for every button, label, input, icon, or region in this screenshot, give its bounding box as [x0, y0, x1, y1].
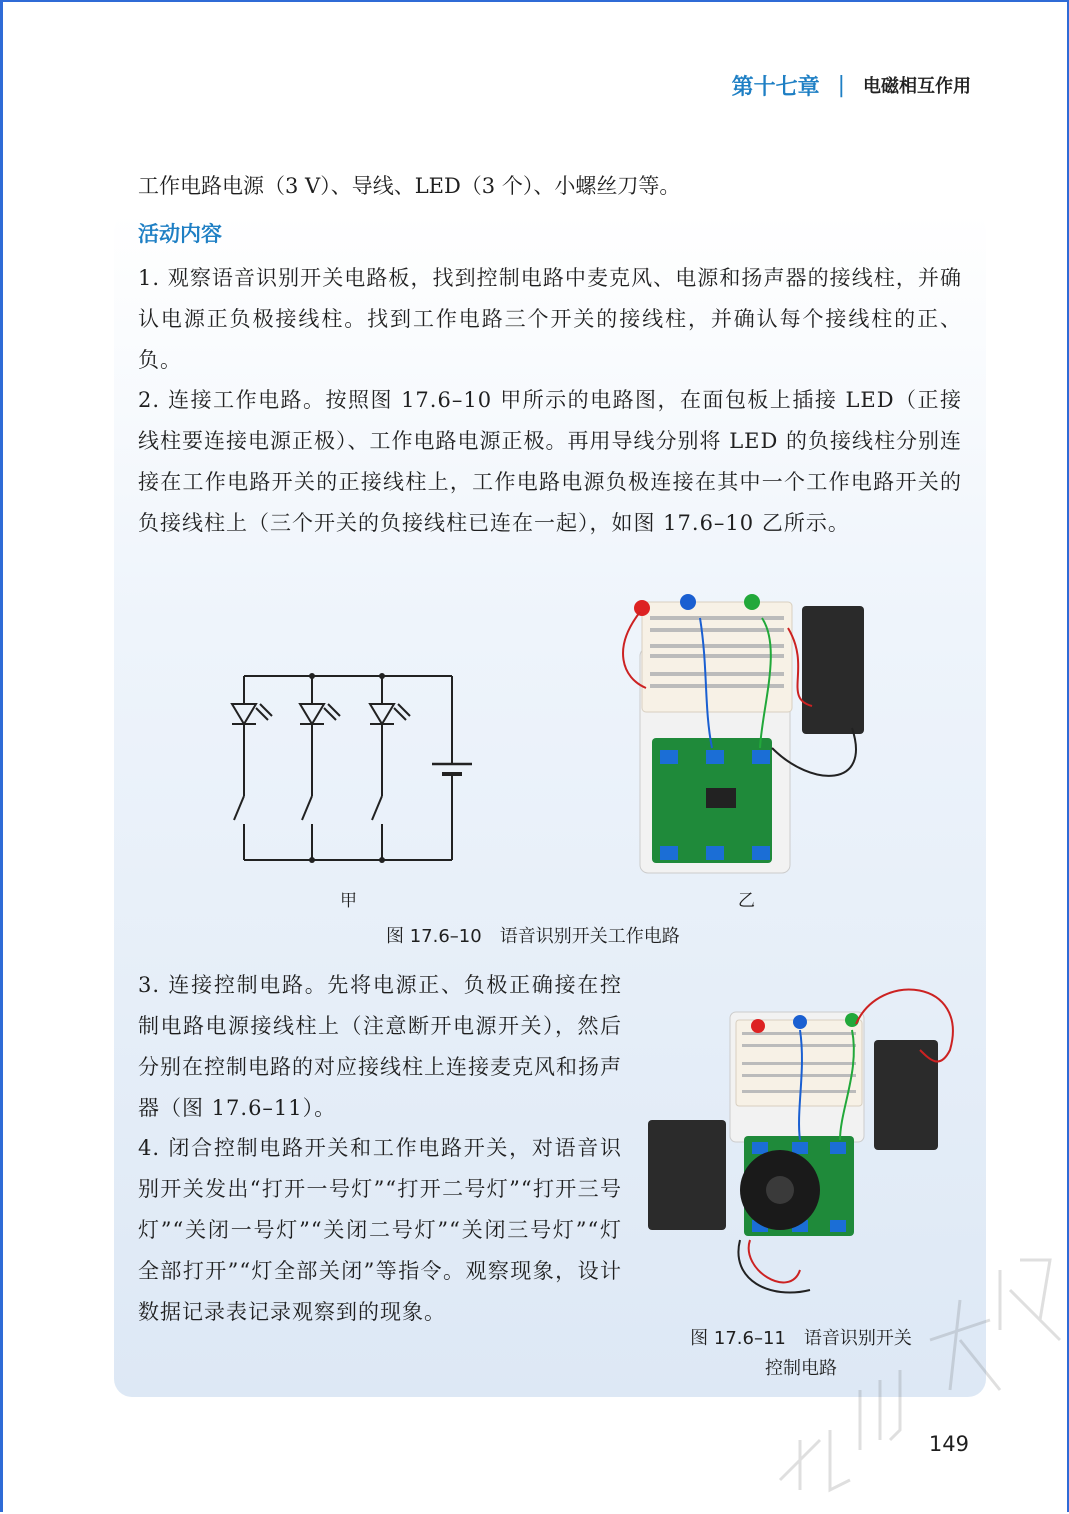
page-number: 149 — [928, 1432, 969, 1456]
control-circuit-photo-svg — [640, 970, 970, 1310]
figure-caption-17-6-11 — [676, 1324, 926, 1384]
control-circuit-photo — [640, 970, 970, 1310]
breadboard-photo-svg — [612, 588, 882, 878]
page-header — [732, 68, 971, 102]
circuit-diagram — [222, 660, 482, 880]
breadboard-photo — [612, 588, 882, 878]
chapter-title: 第十七章 — [731, 74, 820, 100]
figure-caption-17-6-10: 图 17.6–10 语音识别开关工作电路 — [386, 926, 680, 947]
header-separator: | — [837, 72, 845, 98]
materials-line: 工作电路电源（3 V）、导线、LED（3 个）、小螺丝刀等。 — [138, 174, 681, 198]
step-3-paragraph: 3. 连接控制电路。先将电源正、负极正确接在控制电路电源接线柱上（注意断开电源开关），然后分别在控制电路的对应接线柱上连接麦克风和扬声器（图 17.6–11）。 — [138, 973, 622, 1120]
activity-heading: 活动内容 — [138, 222, 222, 246]
step-1-paragraph: 1. 观察语音识别开关电路板，找到控制电路中麦克风、电源和扬声器的接线柱，并确认电源正负极接线柱。找到工作电路三个开关的接线柱，并确认每个接线柱的正、负。 — [138, 266, 962, 372]
diagram-label-jia: 甲 — [340, 891, 357, 911]
figure-caption-17-6-11-line2: 控制电路 — [765, 1358, 837, 1379]
photo-label-yi: 乙 — [738, 891, 755, 911]
section-title: 电磁相互作用 — [863, 76, 971, 97]
circuit-diagram-svg — [222, 660, 482, 880]
step-4-paragraph: 4. 闭合控制电路开关和工作电路开关，对语音识别开关发出“打开一号灯”“打开二号灯”“打开三号灯”“关闭一号灯”“关闭二号灯”“关闭三号灯”“灯全部打开”“灯全部关闭”等指令。观察现象，设计数据记录表记录观察到的现象。 — [138, 1136, 622, 1324]
step-2-paragraph: 2. 连接工作电路。按照图 17.6–10 甲所示的电路图，在面包板上插接 LED（正接线柱要连接电源正极）、工作电路电源正极。再用导线分别将 LED 的负接线柱分别连接在工作电路开关的正接线柱上，工作电路电源负极连接在其中一个工作电路开关的负接线柱上（三个开关的负接线柱已连在一起），如图 17.6–10 乙所示。 — [138, 388, 962, 535]
figure-caption-17-6-11-line1: 图 17.6–11 语音识别开关 — [690, 1328, 912, 1349]
